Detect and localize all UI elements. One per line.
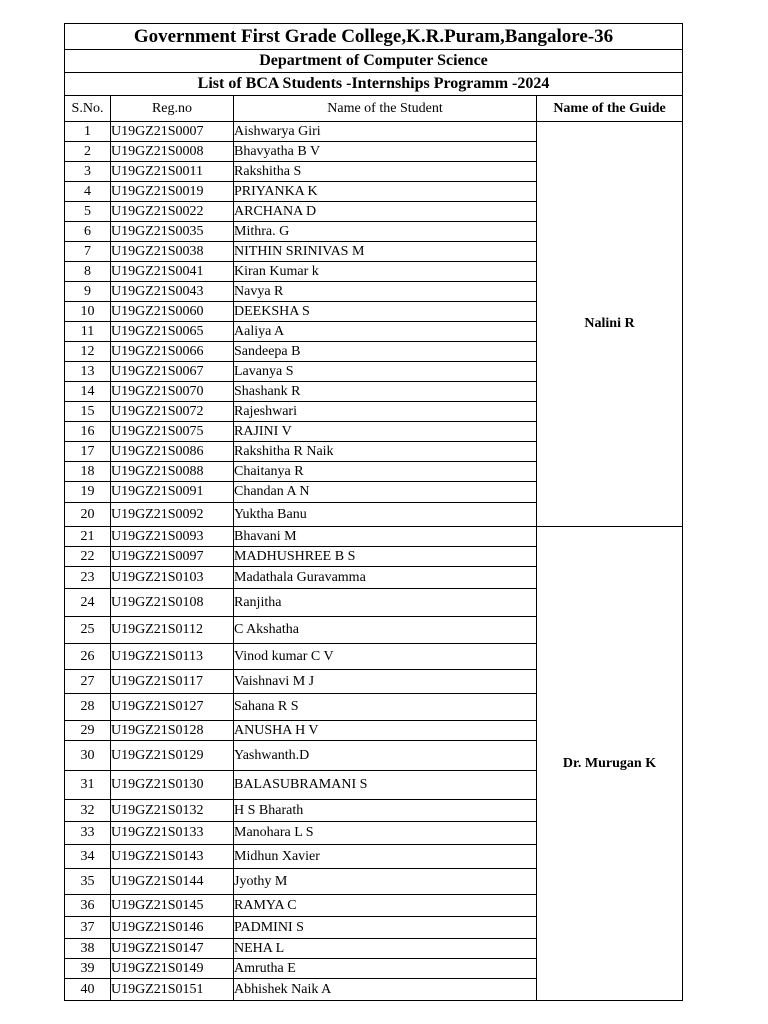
registration-number: U19GZ21S0149 — [111, 959, 234, 979]
registration-number: U19GZ21S0008 — [111, 142, 234, 162]
serial-number: 22 — [65, 547, 111, 567]
registration-number: U19GZ21S0022 — [111, 202, 234, 222]
student-name: Bhavyatha B V — [234, 142, 537, 162]
guide-name: Nalini R — [537, 122, 683, 527]
serial-number: 29 — [65, 721, 111, 741]
list-title: List of BCA Students -Internships Programm -2024 — [65, 73, 683, 96]
student-name: Mithra. G — [234, 222, 537, 242]
student-name: Abhishek Naik A — [234, 979, 537, 1001]
serial-number: 2 — [65, 142, 111, 162]
student-name: RAJINI V — [234, 422, 537, 442]
serial-number: 6 — [65, 222, 111, 242]
serial-number: 12 — [65, 342, 111, 362]
serial-number: 35 — [65, 869, 111, 895]
serial-number: 28 — [65, 694, 111, 721]
registration-number: U19GZ21S0067 — [111, 362, 234, 382]
serial-number: 25 — [65, 617, 111, 644]
registration-number: U19GZ21S0043 — [111, 282, 234, 302]
serial-number: 13 — [65, 362, 111, 382]
student-name: Chaitanya R — [234, 462, 537, 482]
registration-number: U19GZ21S0103 — [111, 567, 234, 589]
registration-number: U19GZ21S0065 — [111, 322, 234, 342]
student-name: RAMYA C — [234, 895, 537, 917]
serial-number: 11 — [65, 322, 111, 342]
student-name: Jyothy M — [234, 869, 537, 895]
serial-number: 23 — [65, 567, 111, 589]
student-name: Chandan A N — [234, 482, 537, 503]
serial-number: 1 — [65, 122, 111, 142]
student-name: Yuktha Banu — [234, 503, 537, 527]
student-name: DEEKSHA S — [234, 302, 537, 322]
serial-number: 3 — [65, 162, 111, 182]
serial-number: 18 — [65, 462, 111, 482]
student-name: Midhun Xavier — [234, 845, 537, 869]
registration-number: U19GZ21S0147 — [111, 939, 234, 959]
registration-number: U19GZ21S0129 — [111, 741, 234, 771]
registration-number: U19GZ21S0011 — [111, 162, 234, 182]
serial-number: 8 — [65, 262, 111, 282]
registration-number: U19GZ21S0066 — [111, 342, 234, 362]
table-row — [65, 122, 683, 142]
student-name: NEHA L — [234, 939, 537, 959]
registration-number: U19GZ21S0060 — [111, 302, 234, 322]
serial-number: 26 — [65, 644, 111, 670]
serial-number: 40 — [65, 979, 111, 1001]
serial-number: 33 — [65, 822, 111, 845]
student-name: Sandeepa B — [234, 342, 537, 362]
registration-number: U19GZ21S0144 — [111, 869, 234, 895]
student-name: ARCHANA D — [234, 202, 537, 222]
registration-number: U19GZ21S0128 — [111, 721, 234, 741]
registration-number: U19GZ21S0127 — [111, 694, 234, 721]
serial-number: 34 — [65, 845, 111, 869]
student-name: Aishwarya Giri — [234, 122, 537, 142]
column-header-row — [65, 96, 683, 122]
student-name: Lavanya S — [234, 362, 537, 382]
serial-number: 38 — [65, 939, 111, 959]
serial-number: 30 — [65, 741, 111, 771]
serial-number: 24 — [65, 589, 111, 617]
serial-number: 31 — [65, 771, 111, 800]
registration-number: U19GZ21S0086 — [111, 442, 234, 462]
student-name: Yashwanth.D — [234, 741, 537, 771]
serial-number: 17 — [65, 442, 111, 462]
serial-number: 21 — [65, 527, 111, 547]
serial-number: 36 — [65, 895, 111, 917]
student-name: MADHUSHREE B S — [234, 547, 537, 567]
student-name: Bhavani M — [234, 527, 537, 547]
registration-number: U19GZ21S0093 — [111, 527, 234, 547]
serial-number: 5 — [65, 202, 111, 222]
registration-number: U19GZ21S0151 — [111, 979, 234, 1001]
serial-number: 19 — [65, 482, 111, 503]
registration-number: U19GZ21S0133 — [111, 822, 234, 845]
student-name: C Akshatha — [234, 617, 537, 644]
serial-number: 20 — [65, 503, 111, 527]
registration-number: U19GZ21S0132 — [111, 800, 234, 822]
table-row — [65, 527, 683, 547]
student-name: Kiran Kumar k — [234, 262, 537, 282]
student-name: Aaliya A — [234, 322, 537, 342]
registration-number: U19GZ21S0117 — [111, 670, 234, 694]
registration-number: U19GZ21S0072 — [111, 402, 234, 422]
serial-number: 32 — [65, 800, 111, 822]
registration-number: U19GZ21S0007 — [111, 122, 234, 142]
college-title: Government First Grade College,K.R.Puram,Bangalore-36 — [65, 24, 683, 50]
student-name: ANUSHA H V — [234, 721, 537, 741]
registration-number: U19GZ21S0145 — [111, 895, 234, 917]
serial-number: 9 — [65, 282, 111, 302]
guide-header: Name of the Guide — [537, 96, 683, 122]
registration-number: U19GZ21S0143 — [111, 845, 234, 869]
student-guide-table — [64, 23, 683, 1001]
student-name: Rakshitha R Naik — [234, 442, 537, 462]
registration-number: U19GZ21S0075 — [111, 422, 234, 442]
registration-number: U19GZ21S0035 — [111, 222, 234, 242]
student-name: Manohara L S — [234, 822, 537, 845]
student-name: Sahana R S — [234, 694, 537, 721]
registration-number: U19GZ21S0097 — [111, 547, 234, 567]
serial-number: 14 — [65, 382, 111, 402]
student-name: Madathala Guravamma — [234, 567, 537, 589]
serial-number: 4 — [65, 182, 111, 202]
serial-number: 27 — [65, 670, 111, 694]
name-header: Name of the Student — [234, 96, 537, 122]
registration-number: U19GZ21S0092 — [111, 503, 234, 527]
guide-name: Dr. Murugan K — [537, 527, 683, 1001]
reg-header: Reg.no — [111, 96, 234, 122]
registration-number: U19GZ21S0041 — [111, 262, 234, 282]
student-name: PADMINI S — [234, 917, 537, 939]
serial-number: 37 — [65, 917, 111, 939]
student-name: NITHIN SRINIVAS M — [234, 242, 537, 262]
registration-number: U19GZ21S0113 — [111, 644, 234, 670]
registration-number: U19GZ21S0146 — [111, 917, 234, 939]
registration-number: U19GZ21S0130 — [111, 771, 234, 800]
student-name: Vinod kumar C V — [234, 644, 537, 670]
student-name: Navya R — [234, 282, 537, 302]
serial-number: 15 — [65, 402, 111, 422]
student-name: BALASUBRAMANI S — [234, 771, 537, 800]
department-title: Department of Computer Science — [65, 50, 683, 73]
registration-number: U19GZ21S0019 — [111, 182, 234, 202]
registration-number: U19GZ21S0088 — [111, 462, 234, 482]
serial-number: 16 — [65, 422, 111, 442]
serial-number: 39 — [65, 959, 111, 979]
student-name: Rakshitha S — [234, 162, 537, 182]
registration-number: U19GZ21S0091 — [111, 482, 234, 503]
registration-number: U19GZ21S0112 — [111, 617, 234, 644]
student-name: Shashank R — [234, 382, 537, 402]
student-name: PRIYANKA K — [234, 182, 537, 202]
sno-header: S.No. — [65, 96, 111, 122]
registration-number: U19GZ21S0038 — [111, 242, 234, 262]
student-name: Amrutha E — [234, 959, 537, 979]
serial-number: 10 — [65, 302, 111, 322]
serial-number: 7 — [65, 242, 111, 262]
registration-number: U19GZ21S0108 — [111, 589, 234, 617]
student-name: Ranjitha — [234, 589, 537, 617]
student-name: Vaishnavi M J — [234, 670, 537, 694]
student-name: H S Bharath — [234, 800, 537, 822]
student-name: Rajeshwari — [234, 402, 537, 422]
registration-number: U19GZ21S0070 — [111, 382, 234, 402]
